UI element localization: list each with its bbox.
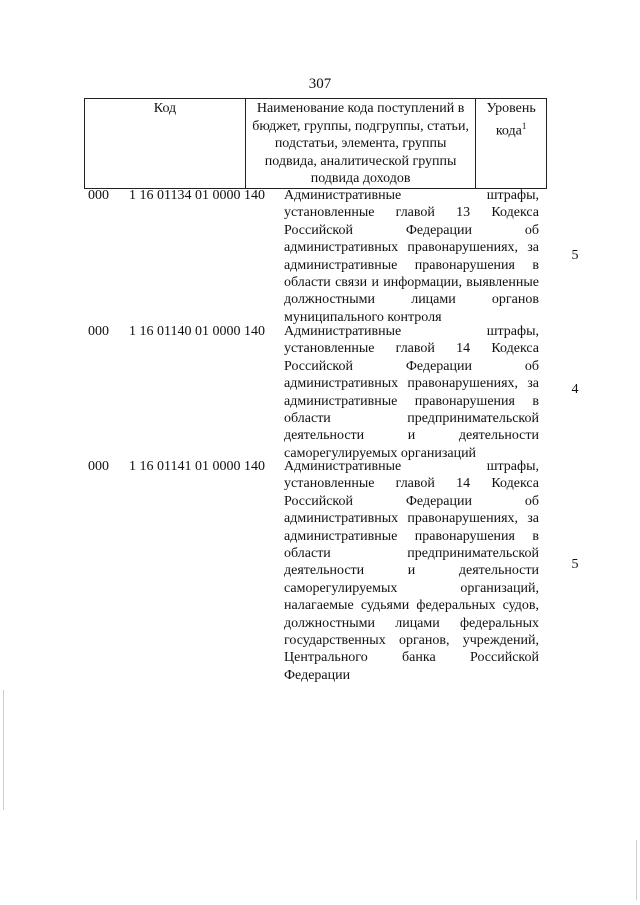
scan-edge-mark [636,840,637,900]
code-description: Административные штрафы, установленные главой 13 Кодекса Российской Федерации об административных правонарушениях, за административные правонарушения в области связи и информации, выявленные должностными лицами органов муниципального контроля [284,188,539,325]
code-description: Административные штрафы, установленные главой 14 Кодекса Российской Федерации об административных правонарушениях, за административные правонарушения в области предпринимательской деятельности и деятельности саморегулируемых организаций, налагаемые судьями федеральных судов, должностными лицами федеральных государственных органов, учреждений, Центрального банка Российской Федерации [284,459,539,683]
code-level: 5 [571,557,579,572]
table-header [84,98,547,189]
revenue-code: 1 16 01141 01 0000 140 [129,459,265,474]
header-name: Наименование кода поступлений в бюджет, группы, подгруппы, статьи, подстатьи, элемента, группы подвида, аналитической группы подвида доходов [245,99,475,189]
header-code: Код [85,99,246,189]
code-level: 4 [571,382,579,397]
header-level [476,99,547,189]
code-level: 5 [571,248,579,263]
header-level-footnote: 1 [521,120,527,131]
header-level-label: Уровень кода [486,101,536,139]
code-prefix: 000 [88,324,109,339]
code-prefix: 000 [88,459,109,474]
revenue-code: 1 16 01134 01 0000 140 [129,188,265,203]
scan-edge-mark [3,690,4,810]
code-prefix: 000 [88,188,109,203]
page-number: 307 [308,76,332,92]
code-description: Административные штрафы, установленные главой 14 Кодекса Российской Федерации об административных правонарушениях, за административные правонарушения в области предпринимательской деятельности и деятельности саморегулируемых организаций [284,324,539,461]
revenue-code: 1 16 01140 01 0000 140 [129,324,265,339]
